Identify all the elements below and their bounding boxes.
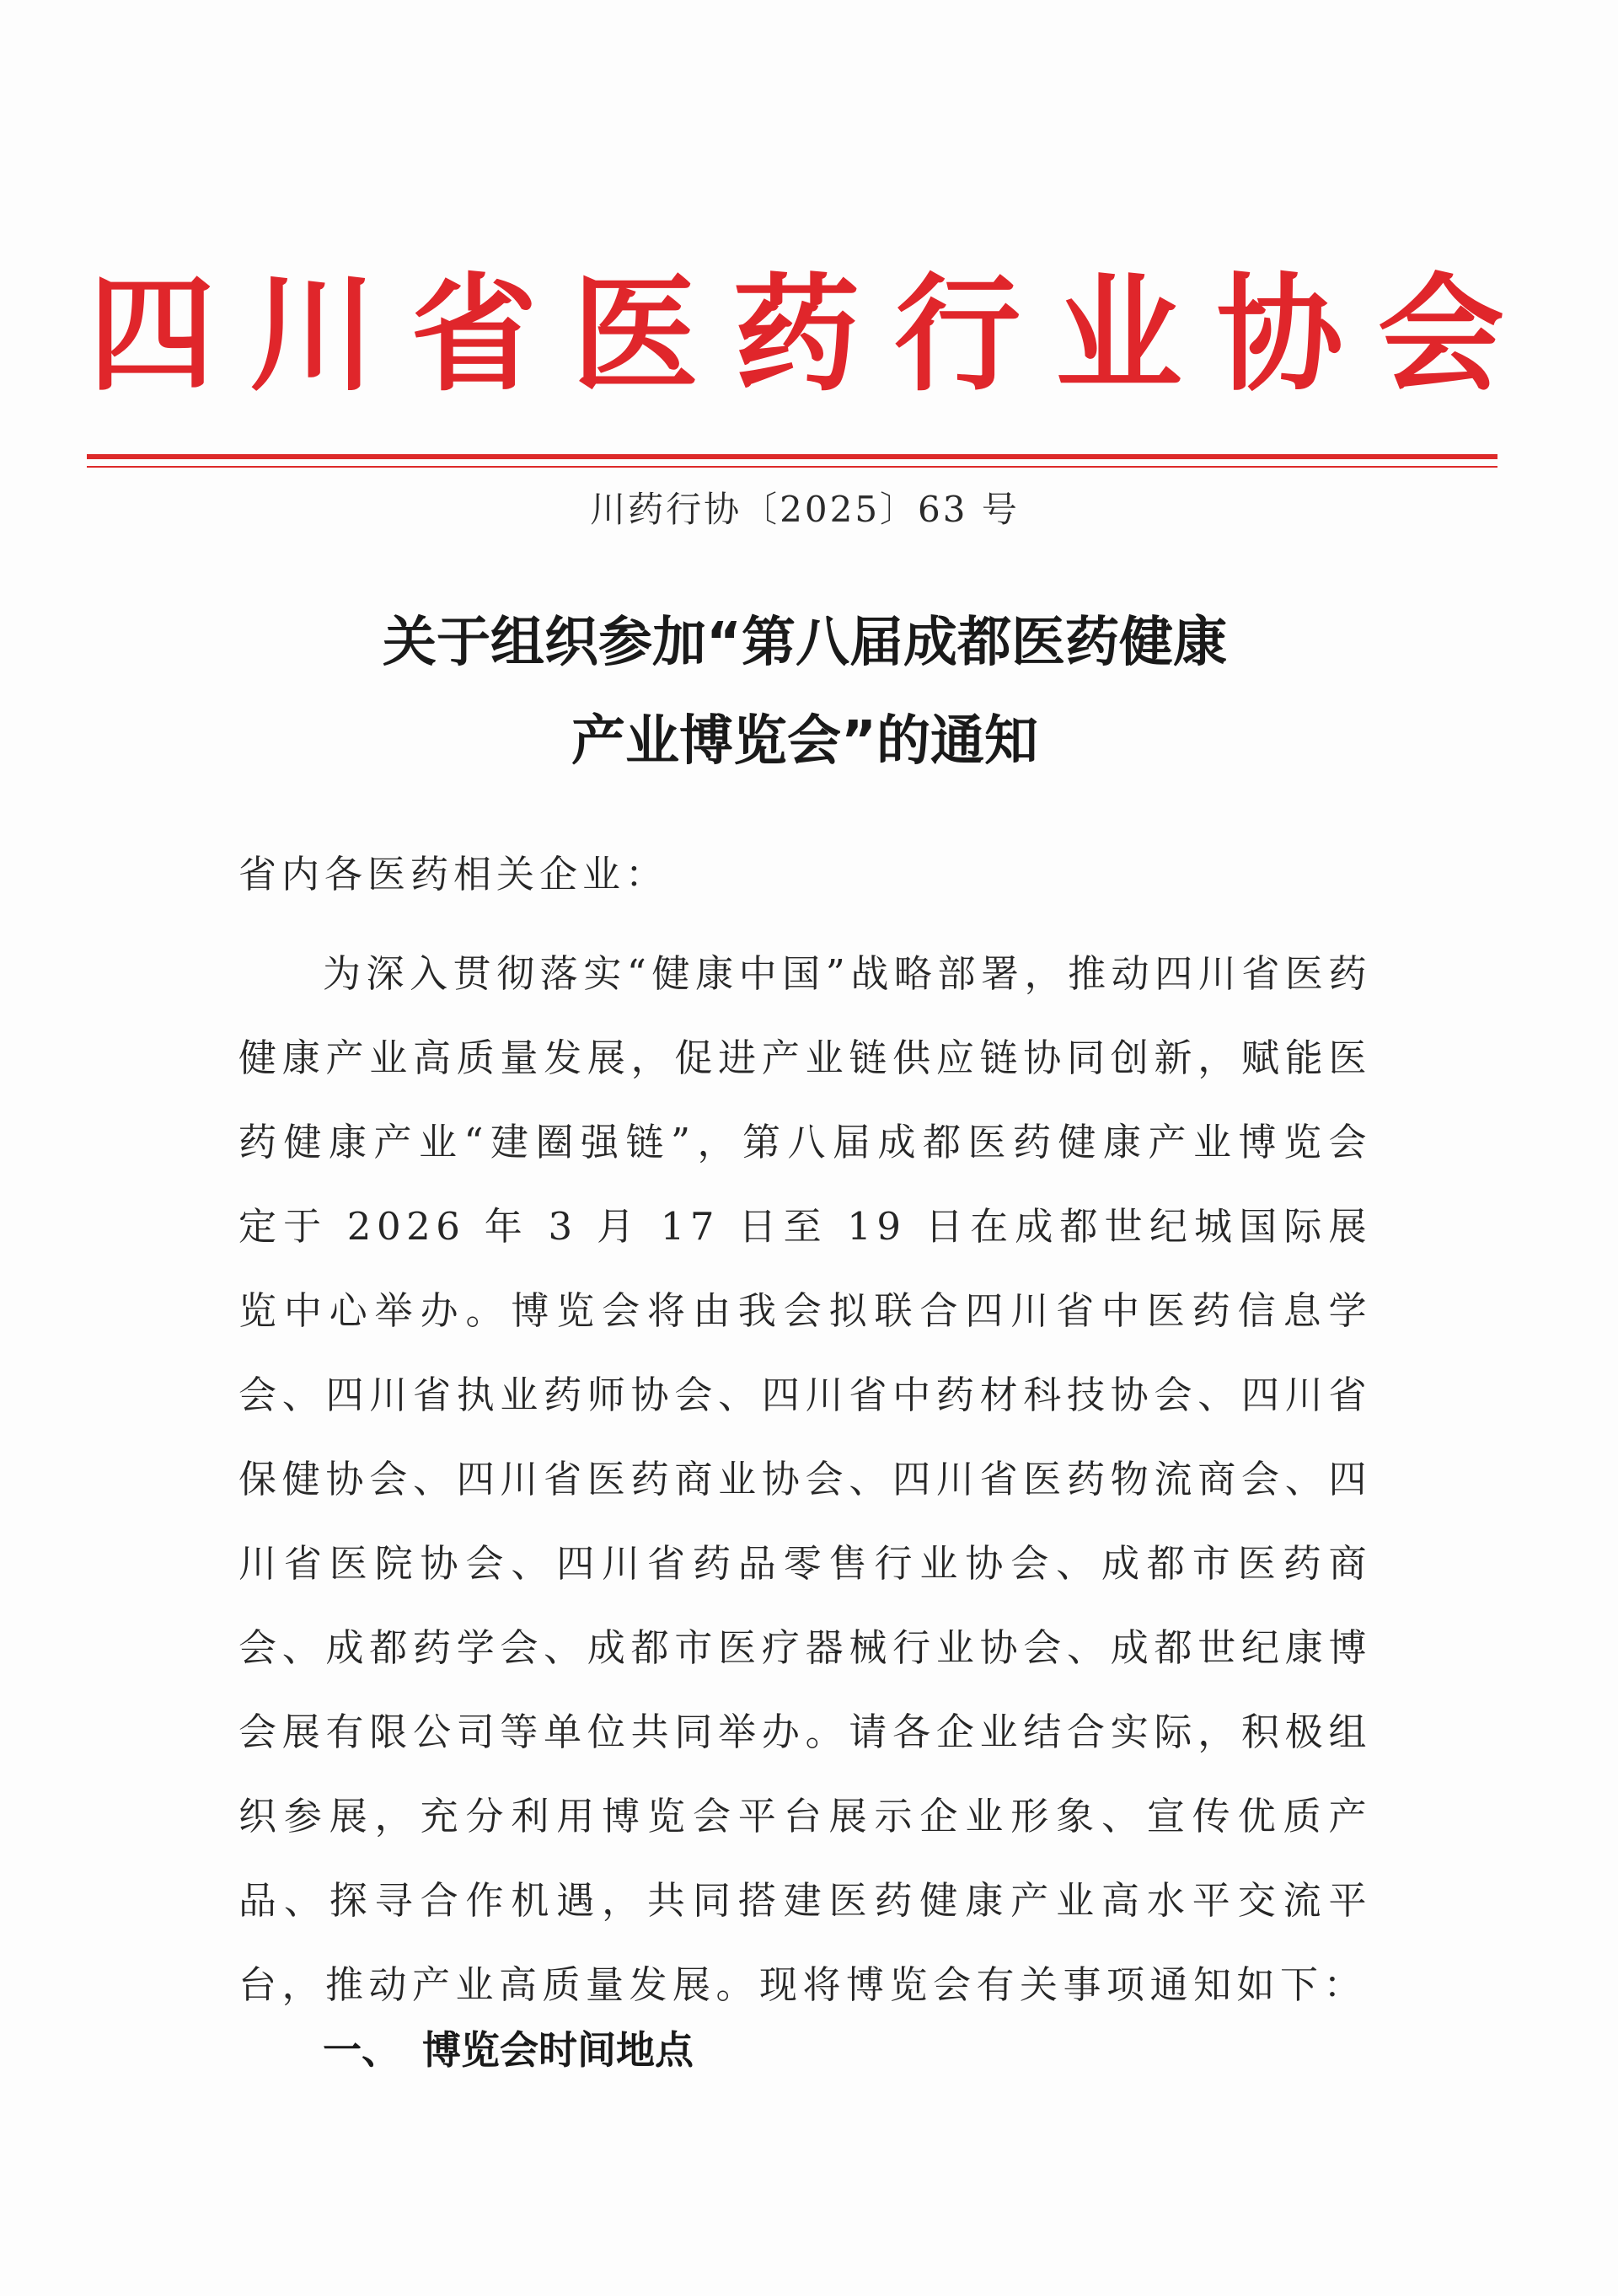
- organization-letterhead: [88, 262, 1504, 409]
- letterhead-char: 业: [1055, 262, 1182, 409]
- header-divider-thick: [87, 454, 1497, 459]
- letterhead-char: 药: [732, 262, 860, 409]
- letterhead-char: 协: [1216, 262, 1343, 409]
- letterhead-char: 会: [1377, 262, 1504, 409]
- letterhead-char: 省: [410, 262, 538, 409]
- section-title: 博览会时间地点: [422, 2027, 694, 2073]
- body-paragraph: 为深入贯彻落实“健康中国”战略部署，推动四川省医药健康产业高质量发展，促进产业链供应链协同创新，赋能医药健康产业“建圈强链”，第八届成都医药健康产业博览会定于 2026 年 3 月 17 日至 19 日在成都世纪城国际展览中心举办。博览会将由我会拟联合四川省中医药信息学会、四川省执业药师协会、四川省中药材科技协会、四川省保健协会、四川省医药商业协会、四川省医药物流商会、四川省医院协会、四川省药品零售行业协会、成都市医药商会、成都药学会、成都市医疗器械行业协会、成都世纪康博会展有限公司等单位共同举办。请各企业结合实际，积极组织参展，充分利用博览会平台展示企业形象、宣传优质产品、探寻合作机遇，共同搭建医药健康产业高水平交流平台，推动产业高质量发展。现将博览会有关事项通知如下：: [238, 951, 1372, 2007]
- letterhead-char: 医: [571, 262, 699, 409]
- header-divider-thin: [87, 466, 1497, 468]
- section-number: 一、: [323, 2027, 400, 2073]
- section-heading: [323, 2020, 694, 2079]
- salutation: 省内各医药相关企业：: [238, 852, 669, 896]
- notice-title-line-2: 产业博览会”的通知: [571, 710, 1039, 773]
- document-number: 川药行协〔2025〕63 号: [590, 489, 1020, 530]
- letterhead-char: 川: [249, 262, 377, 409]
- notice-title-line-1: 关于组织参加“第八届成都医药健康: [382, 612, 1228, 674]
- letterhead-char: 四: [88, 262, 216, 409]
- letterhead-char: 行: [894, 262, 1021, 409]
